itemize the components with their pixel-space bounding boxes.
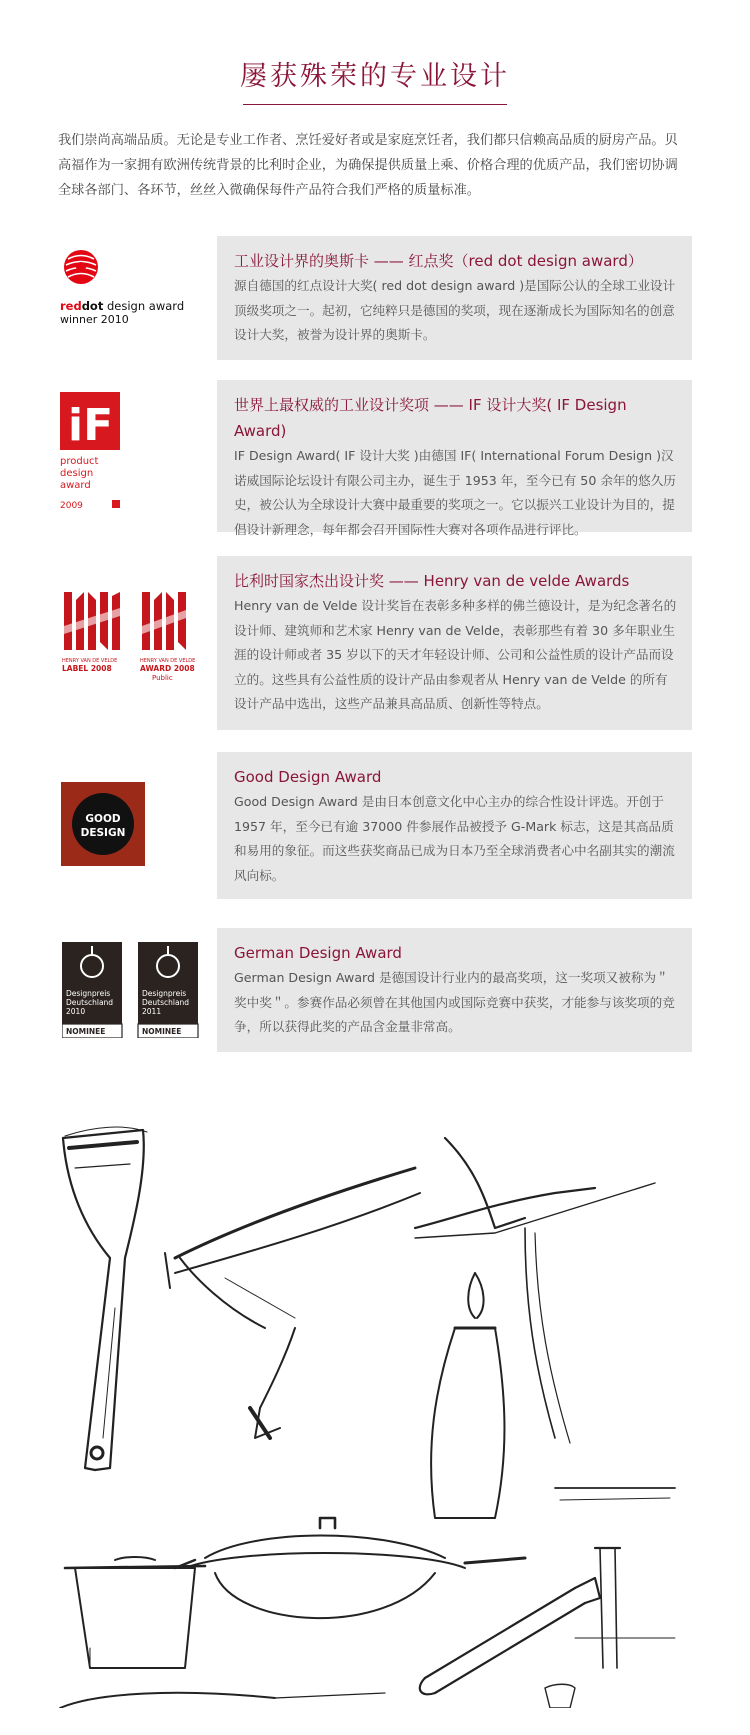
red-dot-winner: winner 2010 [60, 313, 129, 326]
if-line-product: product [60, 456, 99, 467]
page-title: 屡获殊荣的专业设计 [240, 61, 510, 92]
award-title: 比利时国家杰出设计奖 —— Henry van de velde Awards [234, 572, 630, 590]
hvdv-public: Public [152, 674, 173, 682]
award-title: 工业设计界的奥斯卡 —— 红点奖（red dot design award） [234, 252, 643, 270]
german-badge-2-tag: NOMINEE [142, 1027, 182, 1036]
good-design-line-1: GOOD [85, 813, 121, 825]
german-badge-1-year: 2010 [66, 1007, 86, 1016]
red-dot-wordmark: reddot design award [60, 299, 185, 313]
good-design-logo [61, 782, 145, 866]
mortar-pestle-sketch [420, 1548, 675, 1708]
if-line-award: award [60, 480, 91, 491]
german-badge-1-line-1: Designpreis [66, 989, 111, 998]
if-mark: iF [68, 400, 114, 451]
hvdv-label-2008: LABEL 2008 [62, 664, 112, 673]
award-description: Good Design Award 是由日本创意文化中心主办的综合性设计评选。开创于 1957 年，至今已有逾 37000 件参展作品被授予 G-Mark 标志，这是其高品质和易用的象征。而这些获奖商品已成为日本乃至全球消费者心中名副其实的潮流风向标。 [234, 794, 675, 883]
hvdv-small-1: HENRY VAN DE VELDE [62, 658, 118, 664]
german-design-logo [62, 942, 202, 1038]
hvdv-award-2008: AWARD 2008 [140, 664, 195, 673]
if-line-design: design [60, 468, 94, 479]
german-badge-2-line-2: Deutschland [142, 998, 190, 1007]
award-title: 世界上最权威的工业设计奖项 —— IF 设计大奖( IF Design Award) [234, 396, 627, 440]
german-badge-1-line-2: Deutschland [66, 998, 114, 1007]
peeler-sketch [63, 1127, 147, 1470]
award-card-red-dot [217, 236, 692, 360]
if-year: 2009 [60, 501, 83, 511]
skillet-sketch [60, 1693, 385, 1708]
good-design-line-2: DESIGN [80, 827, 126, 839]
frying-pan-sketch [555, 1488, 675, 1500]
title-divider [243, 104, 507, 105]
award-card-henry-van-de-velde [217, 556, 692, 730]
red-dot-logo [60, 248, 190, 338]
hvdv-small-2: HENRY VAN DE VELDE [140, 658, 196, 664]
award-card-if [217, 380, 692, 537]
product-sketches-illustration [55, 1108, 695, 1708]
award-title: German Design Award [234, 944, 402, 962]
award-title: Good Design Award [234, 768, 382, 786]
award-description: German Design Award 是德国设计行业内的最高奖项，这一奖项又被称为＂奖中奖＂。参赛作品必须曾在其他国内或国际竞赛中获奖，才能参与该奖项的竞争，所以获得此奖的产品含金量非常高。 [234, 970, 675, 1034]
award-description: 源自德国的红点设计大奖( red dot design award )是国际公认的全球工业设计顶级奖项之一。起初，它纯粹只是德国的奖项，现在逐渐成长为国际知名的创意设计大奖，被誉为设计界的奥斯卡。 [234, 278, 676, 342]
spatula-sketch [415, 1138, 655, 1443]
knife-sketch [250, 1328, 295, 1438]
henry-van-de-velde-logo [62, 590, 202, 685]
german-badge-2-line-1: Designpreis [142, 989, 187, 998]
intro-text: 我们崇尚高端品质。无论是专业工作者、烹饪爱好者或是家庭烹饪者，我们都只信赖高品质的厨房产品。贝高福作为一家拥有欧洲传统背景的比利时企业，为确保提供质量上乘、价格合理的优质产品，我们密切协调全球各部门、各环节，丝丝入微确保每件产品符合我们严格的质量标准。 [58, 133, 678, 198]
award-description: IF Design Award( IF 设计大奖 )由德国 IF( International Forum Design )汉诺威国际论坛设计有限公司主办，诞生于 1953 年，至今已有 50 余年的悠久历史，被公认为全球设计大赛中最重要的奖项之一。它以振兴工业设计为目的，提倡设计新理念，每年都会召开国际性大赛对各项作品进行评比。 [234, 448, 676, 537]
award-description: Henry van de Velde 设计奖旨在表彰多种多样的佛兰德设计，是为纪念著名的设计师、建筑师和艺术家 Henry van de Velde，表彰那些有着 30 多年职业生涯的设计师或者 35 岁以下的天才年轻设计师、公司和公益性质的设计产品而设立的。这些具有公益性质的设计产品由参观者从 Henry van de Velde 的所有设计产品中选出，这些产品兼具高品质、创新性等特点。 [234, 598, 677, 711]
german-badge-1-tag: NOMINEE [66, 1027, 106, 1036]
pot-sketch [65, 1557, 205, 1668]
german-badge-2-year: 2011 [142, 1007, 162, 1016]
award-card-german-design [217, 928, 692, 1052]
wok-sketch [175, 1518, 525, 1618]
oil-bottle-sketch [431, 1273, 504, 1518]
garlic-press-sketch [165, 1168, 420, 1328]
award-card-good-design [217, 752, 692, 899]
if-design-logo [60, 392, 126, 512]
